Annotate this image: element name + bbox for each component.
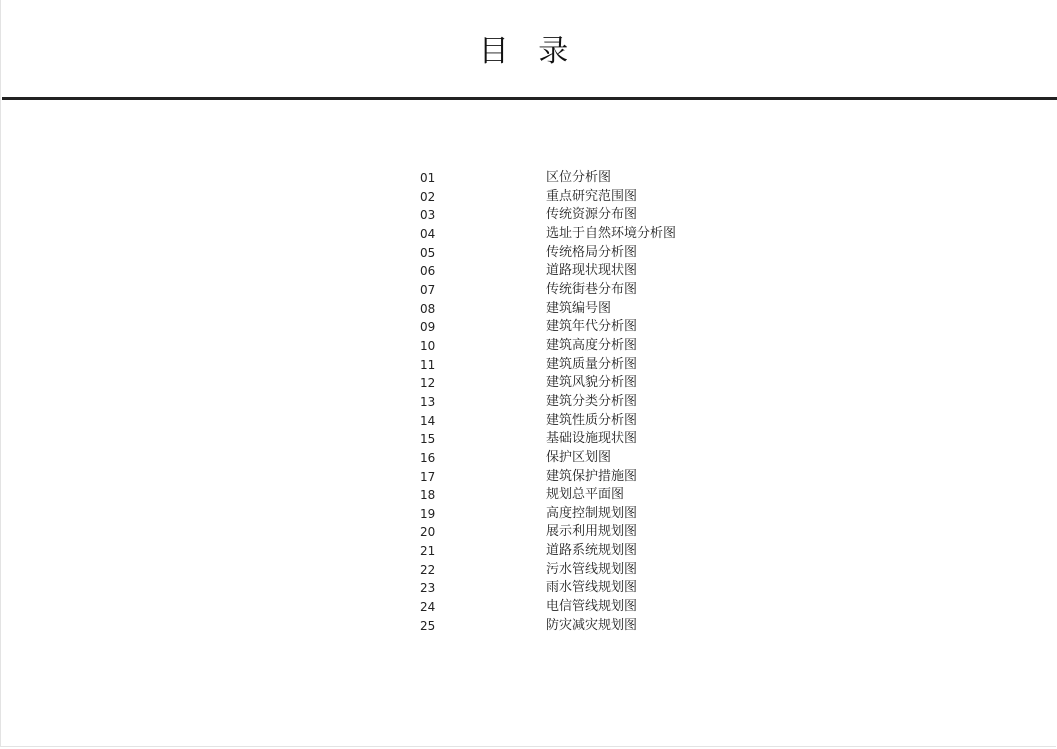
toc-item-number: 01: [420, 171, 436, 185]
toc-item-23: [420, 579, 720, 598]
toc-item-22: [420, 561, 720, 580]
toc-item-label: 建筑年代分析图: [546, 319, 638, 335]
toc-item-number: 22: [420, 562, 436, 577]
toc-item-label: 高度控制规划图: [546, 505, 638, 521]
toc-item-label: 基础设施现状图: [546, 431, 638, 447]
toc-item-number: 07: [420, 282, 436, 297]
toc-item-number: 08: [420, 301, 436, 316]
toc-item-number: 21: [420, 544, 436, 559]
toc-item-24: [420, 598, 720, 617]
page-title: 目 录: [478, 34, 579, 69]
toc-item-label: 区位分析图: [546, 170, 612, 185]
toc-item-label: 建筑高度分析图: [546, 337, 638, 353]
toc-item-number: 04: [420, 226, 436, 241]
toc-item-13: [420, 393, 720, 412]
toc-item-number: 19: [420, 506, 436, 521]
toc-item-20: [420, 523, 720, 542]
toc-item-label: 选址于自然环境分析图: [546, 225, 677, 241]
toc-item-number: 05: [420, 245, 436, 260]
toc-item-07: [420, 281, 720, 300]
toc-item-03: [420, 206, 720, 225]
toc-item-number: 17: [420, 469, 436, 484]
toc-item-number: 10: [420, 338, 436, 353]
toc-item-number: 20: [420, 525, 436, 540]
toc-item-10: [420, 337, 720, 356]
toc-item-label: 建筑风貌分析图: [546, 375, 638, 391]
toc-item-11: [420, 356, 720, 375]
toc-item-18: [420, 486, 720, 505]
toc-item-number: 14: [420, 413, 436, 428]
toc-item-label: 建筑质量分析图: [546, 356, 638, 372]
toc-item-06: [420, 262, 720, 281]
toc-item-number: 24: [420, 600, 436, 615]
toc-item-21: [420, 542, 720, 561]
toc-item-label: 污水管线规划图: [546, 561, 638, 577]
toc-item-number: 18: [420, 488, 436, 503]
toc-item-label: 建筑保护措施图: [546, 468, 638, 484]
toc-item-label: 展示利用规划图: [546, 524, 638, 540]
toc-item-label: 道路现状现状图: [546, 263, 638, 279]
toc-item-label: 防灾减灾规划图: [546, 617, 638, 633]
toc-item-number: 03: [420, 208, 436, 223]
toc-item-17: [420, 468, 720, 487]
toc-item-label: 传统资源分布图: [546, 207, 638, 223]
toc-item-25: [420, 617, 720, 636]
toc-item-label: 雨水管线规划图: [546, 580, 638, 596]
toc-item-15: [420, 430, 720, 449]
toc-item-05: [420, 244, 720, 263]
toc-item-label: 重点研究范围图: [546, 188, 638, 204]
title-divider: [2, 97, 1057, 100]
toc-item-number: 11: [420, 357, 436, 372]
table-of-contents: [420, 169, 720, 635]
toc-item-01: [420, 169, 720, 188]
toc-item-number: 13: [420, 394, 436, 409]
toc-item-08: [420, 300, 720, 319]
toc-item-19: [420, 505, 720, 524]
toc-item-number: 25: [420, 618, 436, 633]
toc-item-number: 09: [420, 320, 436, 335]
toc-item-12: [420, 374, 720, 393]
toc-item-label: 传统格局分析图: [546, 244, 638, 260]
toc-item-number: 12: [420, 376, 436, 391]
toc-item-14: [420, 412, 720, 431]
toc-item-number: 23: [420, 581, 436, 596]
toc-item-label: 规划总平面图: [546, 487, 625, 503]
toc-item-label: 建筑性质分析图: [546, 412, 638, 428]
toc-item-number: 16: [420, 450, 436, 465]
toc-item-label: 保护区划图: [546, 449, 612, 465]
toc-item-16: [420, 449, 720, 468]
toc-item-number: 15: [420, 432, 436, 447]
toc-item-09: [420, 318, 720, 337]
toc-item-label: 建筑编号图: [546, 300, 612, 316]
toc-item-label: 建筑分类分析图: [546, 393, 638, 409]
toc-item-label: 道路系统规划图: [546, 543, 638, 559]
toc-item-number: 06: [420, 264, 436, 279]
toc-item-04: [420, 225, 720, 244]
toc-item-label: 传统街巷分布图: [546, 281, 638, 297]
toc-item-number: 02: [420, 189, 436, 204]
toc-item-02: [420, 188, 720, 207]
toc-item-label: 电信管线规划图: [546, 599, 638, 615]
